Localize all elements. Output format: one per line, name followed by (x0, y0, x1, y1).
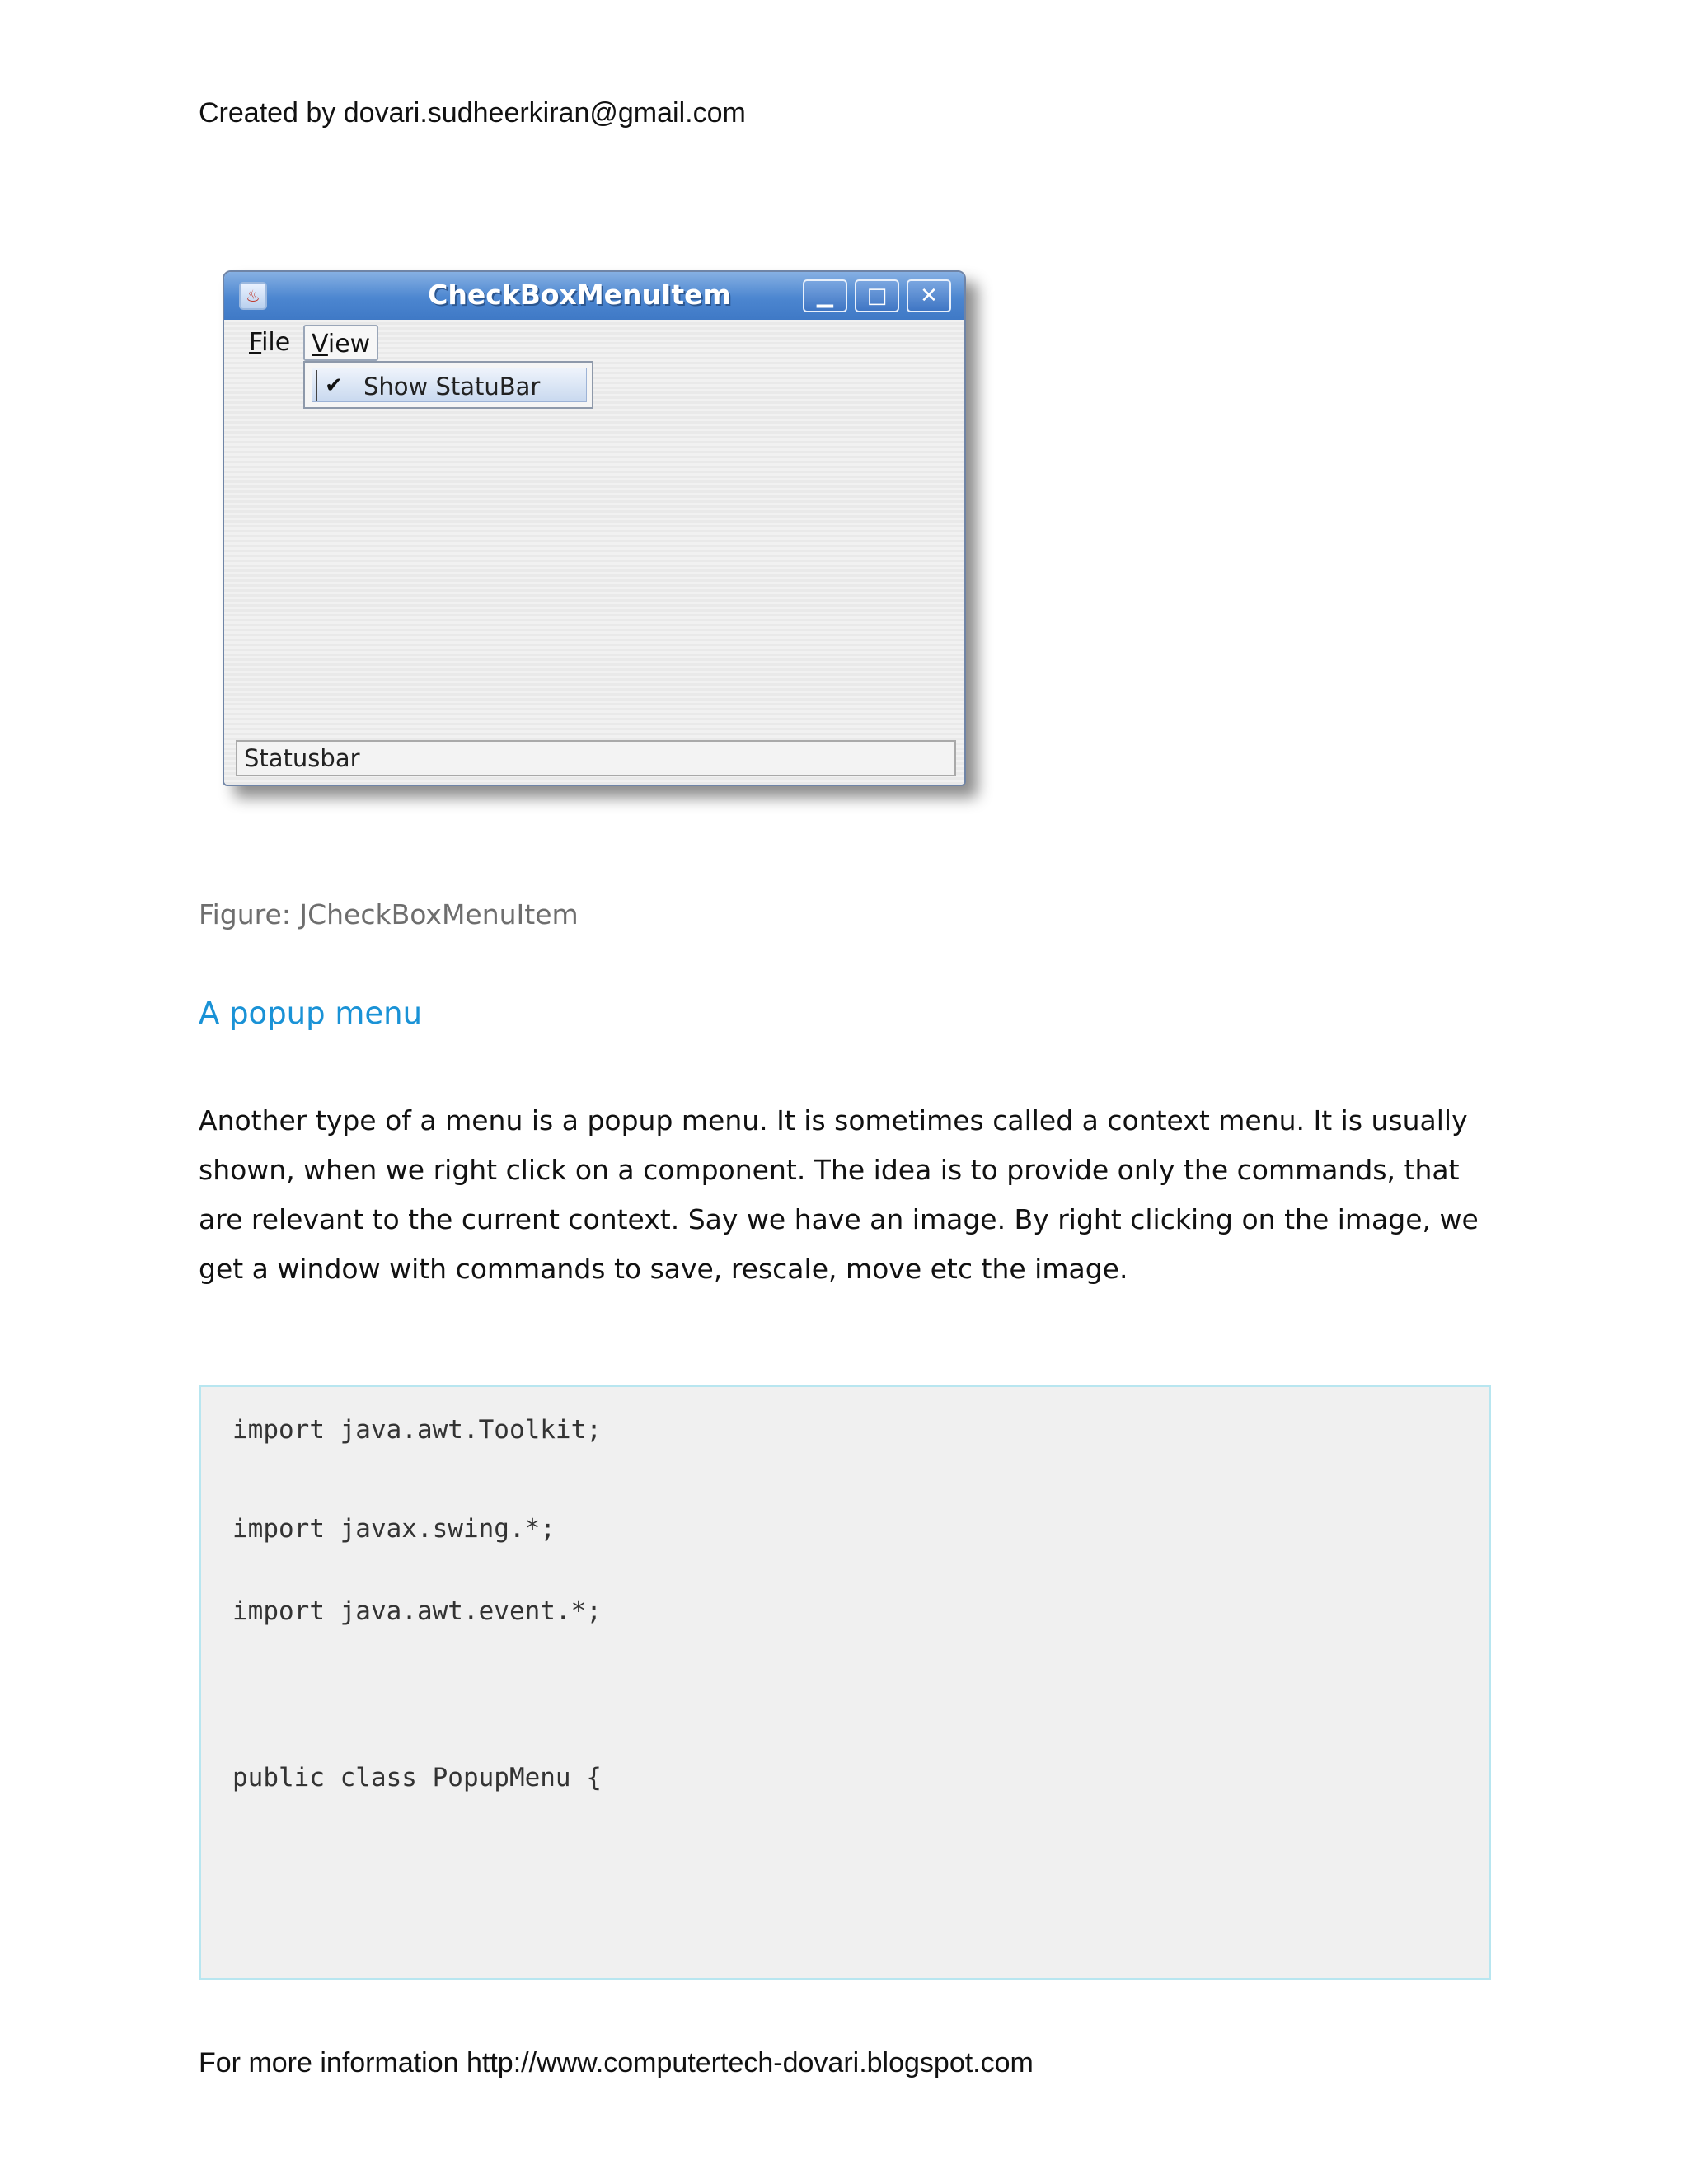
menu-bar (224, 320, 964, 364)
show-statusbar-label: Show StatuBar (363, 373, 541, 401)
section-heading: A popup menu (199, 996, 423, 1031)
show-statusbar-menu-item (312, 368, 587, 402)
view-popup-menu (303, 361, 593, 409)
page-header-note: Created by dovari.sudheerkiran@gmail.com (199, 97, 746, 129)
code-line: import java.awt.Toolkit; (232, 1415, 602, 1445)
maximize-icon: □ (855, 279, 899, 312)
menu-file-label: File (249, 328, 291, 357)
menu-view-label: View (312, 330, 371, 359)
window-title: CheckBoxMenuItem (428, 279, 731, 311)
menu-view (303, 325, 378, 361)
code-line: public class PopupMenu { (232, 1763, 602, 1793)
body-paragraph: Another type of a menu is a popup menu. It is sometimes called a context menu. It is usually shown, when we right click on a component. The idea is to provide only the commands, that are relevant to the current context. Say we have an image. By right clicking on the image, we get a window with commands to save, rescale, move etc the image. (199, 1104, 1479, 1285)
code-line: import javax.swing.*; (232, 1514, 556, 1544)
window-titlebar (224, 272, 964, 320)
statusbar: Statusbar (236, 740, 956, 776)
java-cup-icon: ♨ (239, 282, 267, 310)
checkmark-icon: ✔ (316, 370, 350, 401)
close-icon: ✕ (907, 279, 951, 312)
minimize-icon: ▁ (803, 279, 847, 312)
code-block (199, 1385, 1491, 1980)
figure-caption: Figure: JCheckBoxMenuItem (199, 898, 579, 930)
window-content (224, 320, 964, 785)
code-line: import java.awt.event.*; (232, 1596, 602, 1626)
java-window-screenshot (223, 270, 966, 786)
menu-file (242, 325, 297, 361)
page-footer-note: For more information http://www.computertech-dovari.blogspot.com (199, 2047, 1034, 2079)
